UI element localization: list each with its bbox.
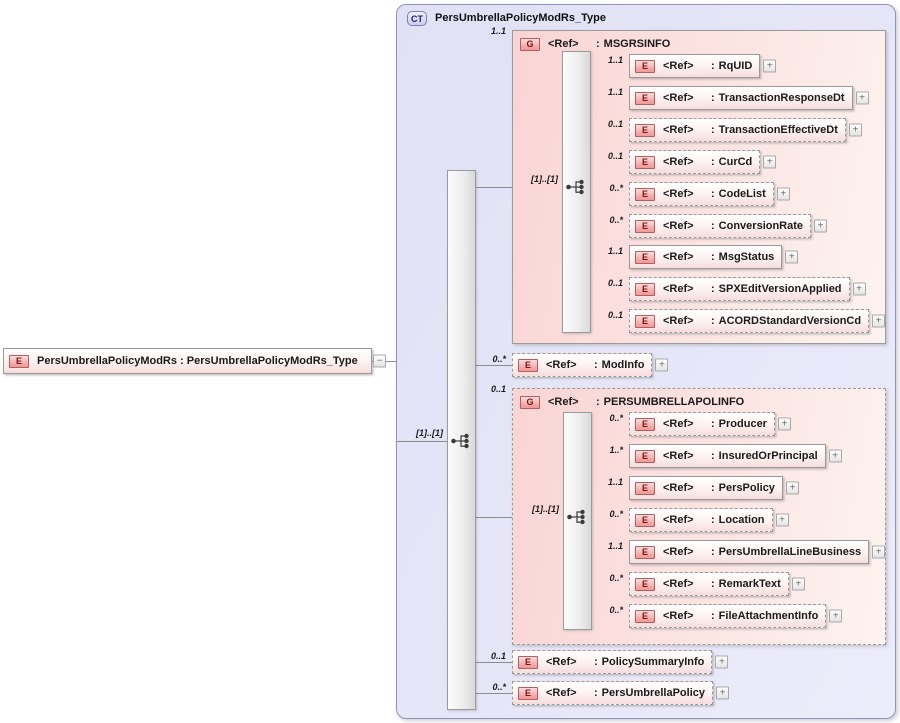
- ref-label: <Ref>: [548, 38, 579, 50]
- element-icon: E: [635, 514, 655, 527]
- expand-icon[interactable]: +: [776, 514, 789, 527]
- element-node-MsgStatus[interactable]: [629, 245, 795, 269]
- group-name: PERSUMBRELLAPOLINFO: [603, 396, 745, 408]
- expand-icon[interactable]: +: [778, 418, 791, 431]
- name-colon: :: [711, 514, 715, 526]
- group-header: [520, 392, 744, 412]
- element-name: RqUID: [718, 60, 753, 72]
- expand-icon[interactable]: +: [814, 220, 827, 233]
- name-colon: :: [711, 450, 715, 462]
- cardinality-label: 0..1: [490, 651, 506, 661]
- element-icon: E: [518, 687, 538, 700]
- cardinality-label: 0..*: [609, 215, 623, 225]
- element-icon: E: [635, 220, 655, 233]
- ref-label: <Ref>: [546, 359, 577, 371]
- element-name: ACORDStandardVersionCd: [718, 315, 862, 327]
- element-node-ACORDStandardVersionCd[interactable]: [629, 309, 882, 333]
- expand-icon[interactable]: +: [716, 687, 729, 700]
- cardinality-label: 0..*: [492, 354, 506, 364]
- group-icon: G: [520, 38, 540, 51]
- element-name: FileAttachmentInfo: [718, 610, 819, 622]
- element-node-FileAttachmentInfo[interactable]: [629, 604, 839, 628]
- element-name: CurCd: [718, 156, 753, 168]
- name-colon: :: [711, 188, 715, 200]
- ref-label: <Ref>: [663, 124, 694, 136]
- cardinality-label: 1..1: [607, 541, 623, 551]
- ref-label: <Ref>: [663, 482, 694, 494]
- element-icon: E: [635, 188, 655, 201]
- name-colon: :: [711, 315, 715, 327]
- element-icon: E: [635, 546, 655, 559]
- element-node-PersUmbrellaPolicyModRs[interactable]: [3, 348, 383, 374]
- element-name: PersUmbrellaLineBusiness: [718, 546, 862, 558]
- connector-line: [476, 517, 512, 518]
- element-node-PolicySummaryInfo[interactable]: [512, 650, 725, 674]
- element-node-InsuredOrPrincipal[interactable]: [629, 444, 839, 468]
- ref-label: <Ref>: [663, 514, 694, 526]
- expand-icon[interactable]: +: [856, 92, 869, 105]
- element-icon: E: [635, 283, 655, 296]
- cardinality-label: 1..*: [609, 445, 623, 455]
- connector-line: [476, 187, 512, 188]
- name-colon: :: [594, 656, 598, 668]
- name-colon: :: [711, 283, 715, 295]
- ref-label: <Ref>: [663, 546, 694, 558]
- element-icon: E: [635, 124, 655, 137]
- collapse-icon[interactable]: −: [373, 355, 386, 368]
- name-colon: :: [711, 578, 715, 590]
- cardinality-label: 0..*: [609, 605, 623, 615]
- cardinality-label: 1..1: [607, 87, 623, 97]
- complex-type-title: PersUmbrellaPolicyModRs_Type: [435, 12, 606, 24]
- element-name: SPXEditVersionApplied: [718, 283, 842, 295]
- element-name: InsuredOrPrincipal: [718, 450, 818, 462]
- ref-label: <Ref>: [546, 687, 577, 699]
- root-element-label: PersUmbrellaPolicyModRs : PersUmbrellaPolicyModRs_Type: [37, 355, 358, 367]
- name-colon: :: [711, 610, 715, 622]
- element-node-RemarkText[interactable]: [629, 572, 802, 596]
- element-node-CurCd[interactable]: [629, 150, 773, 174]
- connector-line: [476, 693, 512, 694]
- cardinality-label: 0..*: [609, 573, 623, 583]
- name-colon: :: [711, 156, 715, 168]
- expand-icon[interactable]: +: [655, 359, 668, 372]
- name-colon: :: [711, 546, 715, 558]
- element-node-ModInfo[interactable]: [512, 353, 665, 377]
- sequence-cardinality-label: [1]..[1]: [416, 428, 443, 438]
- element-icon: E: [635, 418, 655, 431]
- element-icon: E: [635, 482, 655, 495]
- element-node-RqUID[interactable]: [629, 54, 773, 78]
- element-name: CodeList: [718, 188, 766, 200]
- ref-label: <Ref>: [663, 220, 694, 232]
- element-node-Location[interactable]: [629, 508, 785, 532]
- expand-icon[interactable]: +: [792, 578, 805, 591]
- sequence-cardinality-label: [1]..[1]: [532, 504, 559, 514]
- sequence-icon: [450, 432, 474, 450]
- expand-icon[interactable]: +: [853, 283, 866, 296]
- cardinality-label: 0..*: [492, 682, 506, 692]
- connector-line: [397, 441, 447, 442]
- element-node-Producer[interactable]: [629, 412, 788, 436]
- cardinality-label: 0..*: [609, 183, 623, 193]
- element-node-TransactionEffectiveDt[interactable]: [629, 118, 859, 142]
- element-name: MsgStatus: [718, 251, 775, 263]
- element-icon: E: [635, 450, 655, 463]
- cardinality-label: 0..1: [607, 151, 623, 161]
- element-name: TransactionResponseDt: [718, 92, 845, 104]
- ref-label: <Ref>: [546, 656, 577, 668]
- expand-icon[interactable]: +: [829, 610, 842, 623]
- expand-icon[interactable]: +: [849, 124, 862, 137]
- element-node-ConversionRate[interactable]: [629, 214, 824, 238]
- element-node-SPXEditVersionApplied[interactable]: [629, 277, 862, 301]
- connector-line: [476, 365, 512, 366]
- cardinality-label: 1..1: [490, 26, 506, 36]
- ref-label: <Ref>: [663, 60, 694, 72]
- name-colon: :: [711, 60, 715, 72]
- ref-label: <Ref>: [663, 156, 694, 168]
- element-name: PersPolicy: [718, 482, 775, 494]
- element-icon: E: [635, 610, 655, 623]
- element-node-TransactionResponseDt[interactable]: [629, 86, 866, 110]
- element-node-CodeList[interactable]: [629, 182, 787, 206]
- cardinality-label: 0..1: [607, 278, 623, 288]
- name-colon: :: [596, 396, 600, 408]
- name-colon: :: [711, 482, 715, 494]
- expand-icon[interactable]: +: [715, 656, 728, 669]
- complex-type-icon: CT: [407, 11, 427, 26]
- element-icon: E: [635, 92, 655, 105]
- element-node-PersUmbrellaLineBusiness[interactable]: [629, 540, 882, 564]
- element-name: ConversionRate: [718, 220, 804, 232]
- element-name: TransactionEffectiveDt: [718, 124, 838, 136]
- cardinality-label: 0..1: [607, 119, 623, 129]
- ref-label: <Ref>: [663, 92, 694, 104]
- sequence-cardinality-label: [1]..[1]: [531, 174, 558, 184]
- name-colon: :: [711, 251, 715, 263]
- expand-icon[interactable]: +: [872, 546, 885, 559]
- element-icon: E: [635, 578, 655, 591]
- expand-icon[interactable]: +: [786, 482, 799, 495]
- element-icon: E: [518, 359, 538, 372]
- expand-icon[interactable]: +: [785, 251, 798, 264]
- group-header: [520, 34, 670, 54]
- element-icon: E: [635, 315, 655, 328]
- name-colon: :: [594, 359, 598, 371]
- expand-icon[interactable]: +: [829, 450, 842, 463]
- ref-label: <Ref>: [663, 450, 694, 462]
- cardinality-label: 0..1: [607, 310, 623, 320]
- element-icon: E: [635, 156, 655, 169]
- expand-icon[interactable]: +: [777, 188, 790, 201]
- ref-label: <Ref>: [663, 418, 694, 430]
- cardinality-label: 0..*: [609, 413, 623, 423]
- ref-label: <Ref>: [663, 188, 694, 200]
- ref-label: <Ref>: [663, 315, 694, 327]
- ref-label: <Ref>: [663, 578, 694, 590]
- ref-label: <Ref>: [663, 283, 694, 295]
- group-icon: G: [520, 396, 540, 409]
- element-icon: E: [635, 251, 655, 264]
- element-icon: E: [9, 355, 29, 368]
- element-node-PersUmbrellaPolicy[interactable]: [512, 681, 726, 705]
- element-name: RemarkText: [718, 578, 781, 590]
- expand-icon[interactable]: +: [872, 315, 885, 328]
- ref-label: <Ref>: [548, 396, 579, 408]
- name-colon: :: [711, 124, 715, 136]
- name-colon: :: [596, 38, 600, 50]
- cardinality-label: 0..1: [490, 384, 506, 394]
- element-node-PersPolicy[interactable]: [629, 476, 796, 500]
- element-icon: E: [635, 60, 655, 73]
- name-colon: :: [594, 687, 598, 699]
- name-colon: :: [711, 92, 715, 104]
- element-icon: E: [518, 656, 538, 669]
- name-colon: :: [711, 418, 715, 430]
- element-name: Producer: [718, 418, 767, 430]
- cardinality-label: 0..*: [609, 509, 623, 519]
- name-colon: :: [711, 220, 715, 232]
- element-name: PolicySummaryInfo: [601, 656, 705, 668]
- cardinality-label: 1..1: [607, 477, 623, 487]
- expand-icon[interactable]: +: [763, 60, 776, 73]
- connector-line: [476, 662, 512, 663]
- element-name: ModInfo: [601, 359, 645, 371]
- element-name: PersUmbrellaPolicy: [601, 687, 706, 699]
- element-name: Location: [718, 514, 765, 526]
- expand-icon[interactable]: +: [763, 156, 776, 169]
- ref-label: <Ref>: [663, 251, 694, 263]
- ref-label: <Ref>: [663, 610, 694, 622]
- cardinality-label: 1..1: [607, 246, 623, 256]
- cardinality-label: 1..1: [607, 55, 623, 65]
- group-name: MSGRSINFO: [603, 38, 671, 50]
